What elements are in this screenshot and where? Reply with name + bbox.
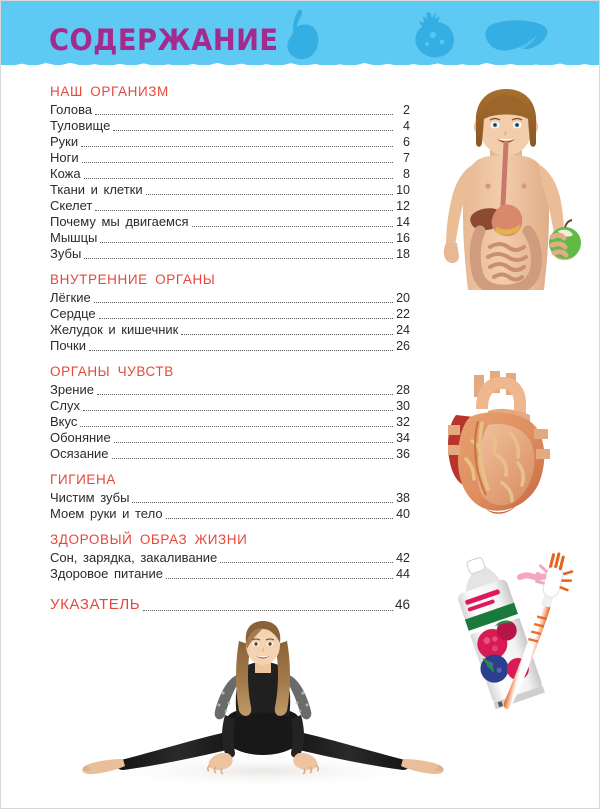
leader-dots: [84, 178, 393, 179]
leader-dots: [166, 518, 393, 519]
toc-entry[interactable]: [50, 182, 410, 198]
section-heading: ЗДОРОВЫЙ ОБРАЗ ЖИЗНИ: [50, 532, 248, 547]
entry-page-number: 30: [396, 399, 410, 413]
entry-page-number: 38: [396, 491, 410, 505]
leader-dots: [97, 394, 393, 395]
entry-label: УКАЗАТЕЛЬ: [50, 596, 141, 613]
leader-dots: [94, 302, 393, 303]
entry-label: Сердце: [50, 306, 96, 321]
entry-label: Голова: [50, 102, 93, 117]
heart-silhouette-icon: [413, 11, 459, 59]
liver-silhouette-icon: [483, 19, 549, 57]
leader-dots: [146, 194, 393, 195]
toc-entry[interactable]: [50, 382, 410, 398]
toc-entry-index[interactable]: [50, 595, 410, 615]
leader-dots: [95, 114, 393, 115]
leader-dots: [143, 610, 393, 611]
leader-dots: [95, 210, 393, 211]
leader-dots: [89, 350, 393, 351]
entry-page-number: 2: [403, 103, 410, 117]
leader-dots: [220, 562, 393, 563]
entry-label: Скелет: [50, 198, 93, 213]
section-heading: ВНУТРЕННИЕ ОРГАНЫ: [50, 272, 216, 287]
toc-section: [50, 531, 410, 582]
leader-dots: [114, 442, 393, 443]
entry-page-number: 32: [396, 415, 410, 429]
toc-entry[interactable]: [50, 398, 410, 414]
entry-page-number: 44: [396, 567, 410, 581]
toc-entry[interactable]: [50, 166, 410, 182]
leader-dots: [99, 318, 393, 319]
leader-dots: [112, 458, 393, 459]
entry-page-number: 8: [403, 167, 410, 181]
entry-label: Обоняние: [50, 430, 111, 445]
toc-entry[interactable]: [50, 198, 410, 214]
entry-page-number: 12: [396, 199, 410, 213]
leader-dots: [82, 162, 393, 163]
toc-entry[interactable]: [50, 566, 410, 582]
human-heart-illustration: [426, 363, 578, 521]
entry-page-number: 22: [396, 307, 410, 321]
toc-entry[interactable]: [50, 446, 410, 462]
entry-label: Руки: [50, 134, 79, 149]
toothpaste-and-toothbrush-illustration: [448, 546, 588, 724]
entry-page-number: 20: [396, 291, 410, 305]
entry-label: Желудок и кишечник: [50, 322, 179, 337]
section-heading: ГИГИЕНА: [50, 472, 116, 487]
leader-dots: [113, 130, 393, 131]
toc-entry[interactable]: [50, 150, 410, 166]
section-heading: ОРГАНЫ ЧУВСТВ: [50, 364, 174, 379]
page-title: СОДЕРЖАНИЕ: [49, 23, 279, 57]
entry-label: Почему мы двигаемся: [50, 214, 189, 229]
toc-entry[interactable]: [50, 246, 410, 262]
entry-label: Моем руки и тело: [50, 506, 163, 521]
leader-dots: [80, 426, 393, 427]
toc-entry[interactable]: [50, 290, 410, 306]
toc-entry[interactable]: [50, 230, 410, 246]
entry-page-number: 18: [396, 247, 410, 261]
toc-entry[interactable]: [50, 414, 410, 430]
entry-label: Зрение: [50, 382, 94, 397]
entry-label: Здоровое питание: [50, 566, 163, 581]
entry-page-number: 42: [396, 551, 410, 565]
toc-entry[interactable]: [50, 550, 410, 566]
entry-label: Почки: [50, 338, 87, 353]
toc-entry[interactable]: [50, 322, 410, 338]
entry-label: Слух: [50, 398, 80, 413]
toc-entry[interactable]: [50, 102, 410, 118]
entry-label: Ткани и клетки: [50, 182, 143, 197]
leader-dots: [132, 502, 393, 503]
entry-page-number: 7: [403, 151, 410, 165]
entry-page-number: 16: [396, 231, 410, 245]
leader-dots: [166, 578, 393, 579]
entry-label: Мышцы: [50, 230, 98, 245]
leader-dots: [84, 258, 393, 259]
table-of-contents: [50, 83, 410, 615]
entry-page-number: 6: [403, 135, 410, 149]
entry-page-number: 36: [396, 447, 410, 461]
entry-page-number: 46: [394, 597, 410, 612]
toc-entry[interactable]: [50, 506, 410, 522]
entry-label: Лёгкие: [50, 290, 91, 305]
toc-entry[interactable]: [50, 338, 410, 354]
entry-page-number: 28: [396, 383, 410, 397]
toc-entry[interactable]: [50, 306, 410, 322]
entry-page-number: 24: [396, 323, 410, 337]
toc-entry[interactable]: [50, 118, 410, 134]
entry-label: Вкус: [50, 414, 78, 429]
entry-label: Туловище: [50, 118, 111, 133]
page-header-banner: [1, 1, 600, 65]
entry-label: Осязание: [50, 446, 109, 461]
toc-section: [50, 83, 410, 262]
entry-page-number: 14: [396, 215, 410, 229]
toc-entry[interactable]: [50, 134, 410, 150]
toc-entry[interactable]: [50, 214, 410, 230]
entry-label: Кожа: [50, 166, 81, 181]
entry-label: Сон, зарядка, закаливание: [50, 550, 218, 565]
child-digestive-system-illustration: [418, 85, 594, 290]
girl-doing-splits-photo: [63, 619, 463, 791]
entry-label: Чистим зубы: [50, 490, 130, 505]
leader-dots: [181, 334, 393, 335]
entry-page-number: 34: [396, 431, 410, 445]
toc-section: [50, 471, 410, 522]
leader-dots: [81, 146, 393, 147]
entry-page-number: 10: [396, 183, 410, 197]
leader-dots: [192, 226, 393, 227]
section-heading: НАШ ОРГАНИЗМ: [50, 84, 169, 99]
toc-section: [50, 363, 410, 462]
toc-section: [50, 271, 410, 354]
entry-page-number: 26: [396, 339, 410, 353]
entry-label: Ноги: [50, 150, 79, 165]
stomach-silhouette-icon: [282, 9, 322, 61]
toc-entry[interactable]: [50, 490, 410, 506]
toc-entry[interactable]: [50, 430, 410, 446]
leader-dots: [83, 410, 393, 411]
entry-page-number: 4: [403, 119, 410, 133]
entry-label: Зубы: [50, 246, 82, 261]
leader-dots: [100, 242, 393, 243]
entry-page-number: 40: [396, 507, 410, 521]
